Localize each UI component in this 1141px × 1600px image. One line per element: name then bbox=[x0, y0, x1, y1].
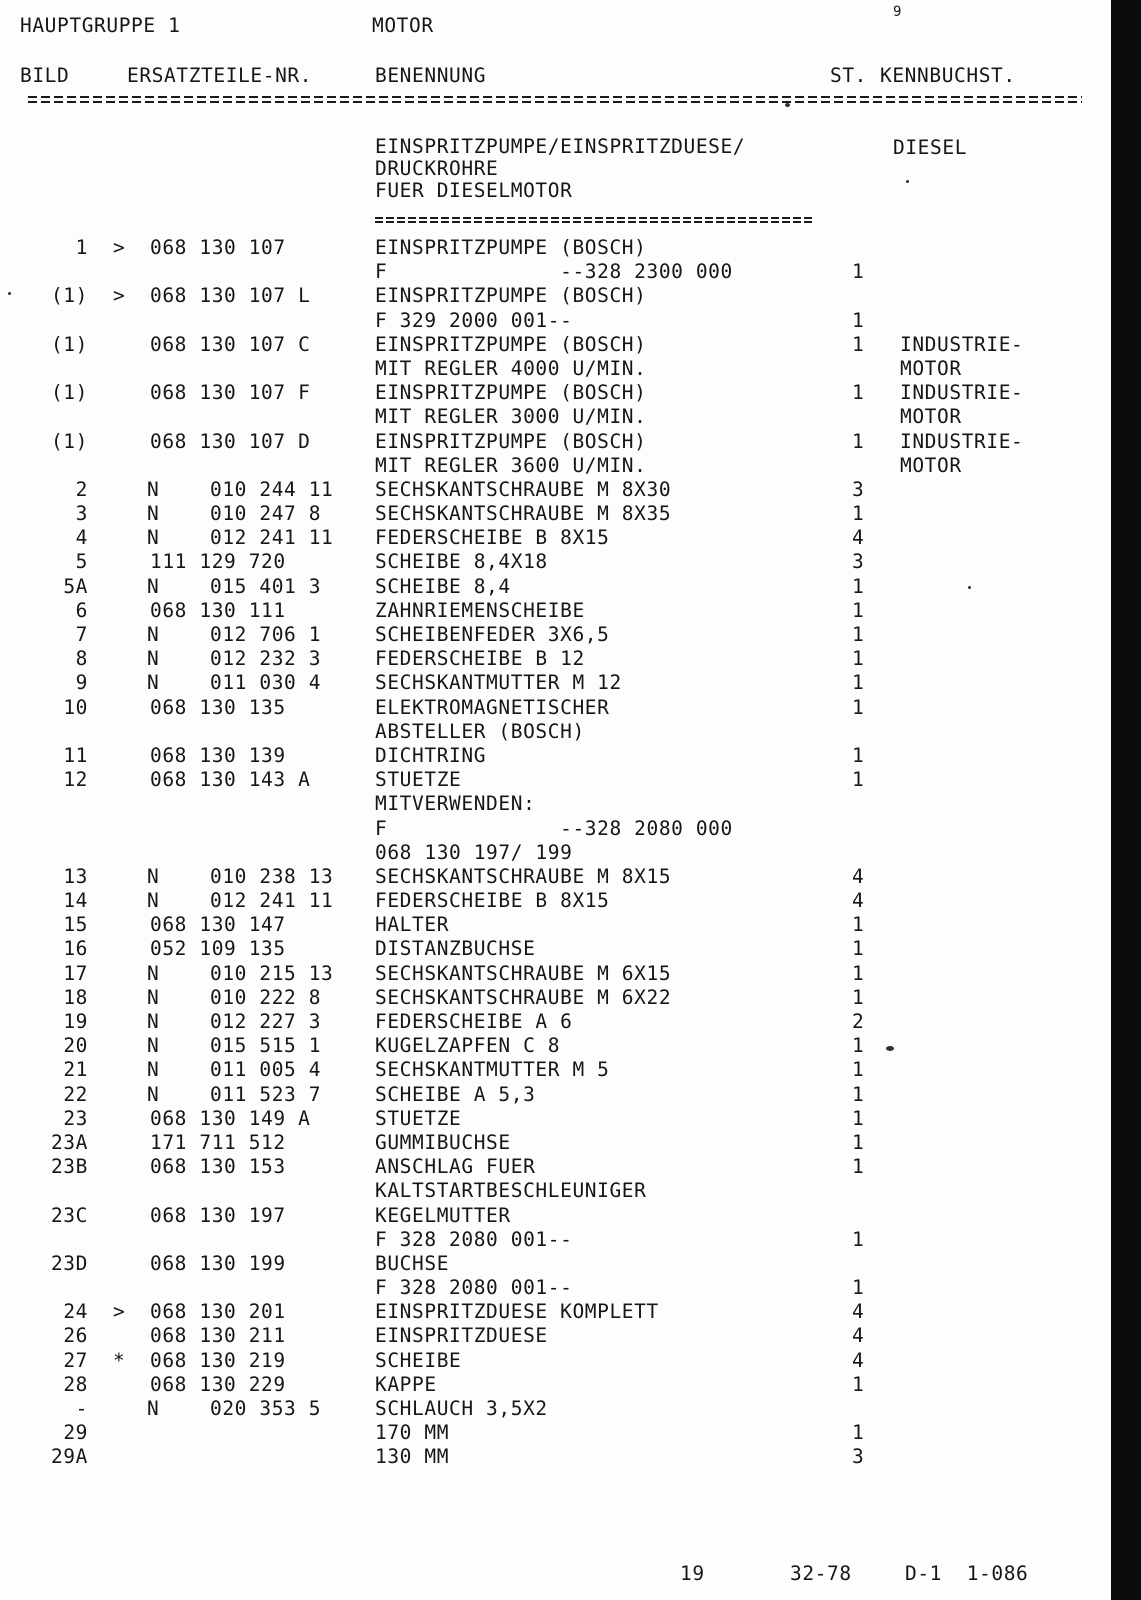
item-marker: N bbox=[147, 502, 160, 526]
quantity: 1 bbox=[852, 671, 865, 695]
part-number: 068 130 107 F bbox=[150, 381, 311, 405]
part-name: SECHSKANTSCHRAUBE M 8X30 bbox=[375, 477, 672, 501]
scan-speck bbox=[906, 180, 909, 183]
part-name: DISTANZBUCHSE bbox=[375, 937, 536, 961]
item-number: 7 bbox=[75, 623, 88, 646]
item-number: 13 bbox=[63, 864, 88, 888]
table-row bbox=[0, 1034, 1141, 1058]
part-number: 068 130 143 A bbox=[150, 768, 311, 792]
table-row bbox=[0, 1276, 1141, 1300]
main-group-label: HAUPTGRUPPE 1 bbox=[20, 14, 181, 37]
section-title-line-1: EINSPRITZPUMPE/EINSPRITZDUESE/ bbox=[375, 135, 746, 158]
code-letters: INDUSTRIE- bbox=[900, 332, 1024, 356]
part-number: 068 130 229 bbox=[150, 1372, 286, 1396]
item-marker: > bbox=[113, 284, 126, 308]
table-row bbox=[0, 1324, 1141, 1348]
part-name: SCHEIBE 8,4X18 bbox=[375, 550, 548, 574]
item-number: (1) bbox=[50, 332, 88, 356]
table-row bbox=[0, 1421, 1141, 1445]
item-marker: > bbox=[113, 1300, 126, 1324]
item-number: - bbox=[75, 1397, 88, 1420]
quantity: 2 bbox=[852, 1010, 865, 1033]
item-number: 21 bbox=[63, 1058, 88, 1082]
column-header-part-number: ERSATZTEILE-NR. bbox=[127, 64, 313, 87]
part-number: 011 523 7 bbox=[210, 1082, 322, 1106]
item-marker: N bbox=[147, 864, 160, 888]
quantity: 1 bbox=[852, 1106, 865, 1130]
table-row bbox=[0, 647, 1141, 671]
part-name: SCHEIBE A 5,3 bbox=[375, 1082, 536, 1106]
table-row bbox=[0, 1228, 1141, 1252]
part-number: 068 130 107 L bbox=[150, 284, 311, 308]
part-name: 170 MM bbox=[375, 1421, 450, 1445]
part-name: STUETZE bbox=[375, 1106, 462, 1130]
quantity: 3 bbox=[852, 550, 865, 574]
part-name: FEDERSCHEIBE B 8X15 bbox=[375, 526, 610, 550]
part-name: FEDERSCHEIBE B 12 bbox=[375, 647, 585, 671]
code-letters: INDUSTRIE- bbox=[900, 429, 1024, 453]
part-number: 068 130 211 bbox=[150, 1324, 286, 1348]
item-number: 24 bbox=[63, 1300, 88, 1324]
quantity: 1 bbox=[852, 768, 865, 792]
table-row bbox=[0, 817, 1141, 841]
part-name: ANSCHLAG FUER bbox=[375, 1155, 536, 1179]
item-number: 8 bbox=[75, 647, 88, 671]
table-row bbox=[0, 671, 1141, 695]
column-header-bild: BILD bbox=[20, 64, 70, 87]
part-number: 171 711 512 bbox=[150, 1130, 286, 1154]
item-marker: N bbox=[147, 623, 160, 646]
part-number: 068 130 107 bbox=[150, 236, 286, 259]
table-row bbox=[0, 1131, 1141, 1155]
quantity: 1 bbox=[852, 429, 865, 453]
part-name: KALTSTARTBESCHLEUNIGER bbox=[375, 1179, 647, 1203]
table-row bbox=[0, 333, 1141, 357]
part-name: F 328 2080 001-- bbox=[375, 1227, 573, 1251]
part-number: 011 030 4 bbox=[210, 671, 322, 695]
part-number: 068 130 153 bbox=[150, 1155, 286, 1179]
item-number: 27 bbox=[63, 1348, 88, 1372]
item-number: 22 bbox=[63, 1082, 88, 1106]
item-number: 29A bbox=[50, 1445, 88, 1469]
part-number: 010 238 13 bbox=[210, 864, 334, 888]
part-name: SECHSKANTSCHRAUBE M 8X35 bbox=[375, 502, 672, 526]
item-number: 5 bbox=[75, 550, 88, 574]
quantity: 1 bbox=[852, 913, 865, 937]
table-row bbox=[0, 550, 1141, 574]
part-name: ABSTELLER (BOSCH) bbox=[375, 719, 585, 743]
item-number: 4 bbox=[75, 526, 88, 550]
item-marker: N bbox=[147, 1397, 160, 1420]
item-marker: N bbox=[147, 477, 160, 501]
quantity: 1 bbox=[852, 1372, 865, 1396]
item-marker: * bbox=[113, 1348, 126, 1372]
table-row bbox=[0, 1179, 1141, 1203]
column-header-code: KENNBUCHST. bbox=[880, 64, 1016, 87]
handwritten-mark: 9 bbox=[893, 4, 903, 20]
footer-page-number: 19 bbox=[680, 1562, 705, 1585]
table-row bbox=[0, 841, 1141, 865]
table-row bbox=[0, 236, 1141, 260]
table-row bbox=[0, 744, 1141, 768]
scan-speck bbox=[8, 292, 11, 295]
part-number: 010 247 8 bbox=[210, 502, 322, 526]
quantity: 1 bbox=[852, 1082, 865, 1106]
table-row bbox=[0, 1155, 1141, 1179]
item-marker: N bbox=[147, 985, 160, 1009]
part-number: 010 222 8 bbox=[210, 985, 322, 1009]
item-number: (1) bbox=[50, 284, 88, 308]
table-row bbox=[0, 1300, 1141, 1324]
part-name: MIT REGLER 3000 U/MIN. bbox=[375, 405, 647, 429]
quantity: 1 bbox=[852, 961, 865, 985]
quantity: 4 bbox=[852, 889, 865, 913]
code-letters: MOTOR bbox=[900, 405, 962, 429]
part-name: EINSPRITZDUESE bbox=[375, 1324, 548, 1348]
part-number: 010 215 13 bbox=[210, 961, 334, 985]
quantity: 1 bbox=[852, 1227, 865, 1251]
part-number: 015 401 3 bbox=[210, 574, 322, 598]
part-number: 012 227 3 bbox=[210, 1010, 322, 1033]
part-name: F --328 2080 000 bbox=[375, 816, 733, 840]
part-number: 111 129 720 bbox=[150, 550, 286, 574]
quantity: 4 bbox=[852, 1300, 865, 1324]
part-name: HALTER bbox=[375, 913, 450, 937]
table-row bbox=[0, 937, 1141, 961]
item-number: (1) bbox=[50, 381, 88, 405]
quantity: 1 bbox=[852, 1155, 865, 1179]
item-number: (1) bbox=[50, 429, 88, 453]
scan-speck bbox=[785, 103, 790, 107]
part-number: 068 130 149 A bbox=[150, 1106, 311, 1130]
part-name: EINSPRITZPUMPE (BOSCH) bbox=[375, 332, 647, 356]
item-number: 14 bbox=[63, 889, 88, 913]
scan-speck bbox=[886, 1046, 894, 1051]
part-number: 068 130 201 bbox=[150, 1300, 286, 1324]
part-name: GUMMIBUCHSE bbox=[375, 1130, 511, 1154]
item-marker: N bbox=[147, 671, 160, 695]
part-number: 052 109 135 bbox=[150, 937, 286, 961]
quantity: 1 bbox=[852, 1421, 865, 1445]
section-title-line-2: DRUCKROHRE bbox=[375, 157, 499, 180]
part-number: 011 005 4 bbox=[210, 1058, 322, 1082]
item-marker: N bbox=[147, 647, 160, 671]
part-name: ZAHNRIEMENSCHEIBE bbox=[375, 598, 585, 622]
header-double-rule bbox=[28, 95, 1082, 104]
part-name: FEDERSCHEIBE B 8X15 bbox=[375, 889, 610, 913]
part-name: DICHTRING bbox=[375, 743, 487, 767]
table-row bbox=[0, 430, 1141, 454]
part-name: EINSPRITZPUMPE (BOSCH) bbox=[375, 236, 647, 259]
part-number: 068 130 147 bbox=[150, 913, 286, 937]
table-row bbox=[0, 454, 1141, 478]
item-number: 11 bbox=[63, 743, 88, 767]
item-number: 23D bbox=[50, 1251, 88, 1275]
quantity: 4 bbox=[852, 864, 865, 888]
table-row bbox=[0, 792, 1141, 816]
part-name: EINSPRITZPUMPE (BOSCH) bbox=[375, 429, 647, 453]
part-name: EINSPRITZPUMPE (BOSCH) bbox=[375, 284, 647, 308]
table-row bbox=[0, 357, 1141, 381]
item-marker: N bbox=[147, 1010, 160, 1033]
part-name: SECHSKANTSCHRAUBE M 8X15 bbox=[375, 864, 672, 888]
part-name: SCHEIBENFEDER 3X6,5 bbox=[375, 623, 610, 646]
part-name: KAPPE bbox=[375, 1372, 437, 1396]
quantity: 1 bbox=[852, 1276, 865, 1300]
quantity: 1 bbox=[852, 598, 865, 622]
part-number: 012 241 11 bbox=[210, 889, 334, 913]
item-number: 23C bbox=[50, 1203, 88, 1227]
part-number: 020 353 5 bbox=[210, 1397, 322, 1420]
part-number: 012 241 11 bbox=[210, 526, 334, 550]
quantity: 3 bbox=[852, 1445, 865, 1469]
table-row bbox=[0, 1373, 1141, 1397]
code-letters: MOTOR bbox=[900, 453, 962, 477]
item-number: 1 bbox=[75, 236, 88, 259]
part-number: 068 130 139 bbox=[150, 743, 286, 767]
part-name: STUETZE bbox=[375, 768, 462, 792]
table-row bbox=[0, 962, 1141, 986]
scan-speck bbox=[968, 586, 971, 589]
quantity: 1 bbox=[852, 1130, 865, 1154]
section-code: DIESEL bbox=[893, 136, 968, 159]
item-number: 5A bbox=[63, 574, 88, 598]
item-number: 26 bbox=[63, 1324, 88, 1348]
table-row bbox=[0, 889, 1141, 913]
item-number: 18 bbox=[63, 985, 88, 1009]
part-name: SECHSKANTMUTTER M 5 bbox=[375, 1058, 610, 1082]
part-name: SECHSKANTMUTTER M 12 bbox=[375, 671, 622, 695]
item-number: 10 bbox=[63, 695, 88, 719]
quantity: 1 bbox=[852, 1058, 865, 1082]
quantity: 1 bbox=[852, 332, 865, 356]
part-name: EINSPRITZDUESE KOMPLETT bbox=[375, 1300, 659, 1324]
item-number: 20 bbox=[63, 1034, 88, 1058]
quantity: 1 bbox=[852, 1034, 865, 1058]
column-header-name: BENENNUNG bbox=[375, 64, 487, 87]
item-marker: N bbox=[147, 574, 160, 598]
part-name: SCHEIBE bbox=[375, 1348, 462, 1372]
table-row bbox=[0, 1010, 1141, 1034]
part-number: 012 232 3 bbox=[210, 647, 322, 671]
code-letters: INDUSTRIE- bbox=[900, 381, 1024, 405]
part-number: 068 130 107 D bbox=[150, 429, 311, 453]
quantity: 1 bbox=[852, 647, 865, 671]
quantity: 4 bbox=[852, 1324, 865, 1348]
table-row bbox=[0, 502, 1141, 526]
item-number: 23 bbox=[63, 1106, 88, 1130]
part-number: 015 515 1 bbox=[210, 1034, 322, 1058]
part-name: 068 130 197/ 199 bbox=[375, 840, 573, 864]
quantity: 4 bbox=[852, 526, 865, 550]
part-name: SCHLAUCH 3,5X2 bbox=[375, 1397, 548, 1420]
part-number: 010 244 11 bbox=[210, 477, 334, 501]
part-name: SECHSKANTSCHRAUBE M 6X22 bbox=[375, 985, 672, 1009]
table-row bbox=[0, 1349, 1141, 1373]
section-double-rule bbox=[375, 217, 815, 223]
part-name: SECHSKANTSCHRAUBE M 6X15 bbox=[375, 961, 672, 985]
quantity: 1 bbox=[852, 695, 865, 719]
part-number: 012 706 1 bbox=[210, 623, 322, 646]
table-row bbox=[0, 623, 1141, 647]
parts-table bbox=[0, 236, 1141, 1470]
quantity: 1 bbox=[852, 623, 865, 646]
table-row bbox=[0, 1083, 1141, 1107]
item-marker: N bbox=[147, 1034, 160, 1058]
quantity: 1 bbox=[852, 502, 865, 526]
item-number: 19 bbox=[63, 1010, 88, 1033]
item-number: 12 bbox=[63, 768, 88, 792]
item-marker: N bbox=[147, 1082, 160, 1106]
quantity: 1 bbox=[852, 260, 865, 284]
table-row bbox=[0, 913, 1141, 937]
item-marker: N bbox=[147, 889, 160, 913]
part-name: MIT REGLER 3600 U/MIN. bbox=[375, 453, 647, 477]
item-number: 15 bbox=[63, 913, 88, 937]
table-row bbox=[0, 526, 1141, 550]
quantity: 4 bbox=[852, 1348, 865, 1372]
table-row bbox=[0, 309, 1141, 333]
item-marker: > bbox=[113, 236, 126, 259]
table-row bbox=[0, 1445, 1141, 1469]
part-name: KUGELZAPFEN C 8 bbox=[375, 1034, 561, 1058]
item-number: 28 bbox=[63, 1372, 88, 1396]
table-row bbox=[0, 1397, 1141, 1421]
table-row bbox=[0, 599, 1141, 623]
part-name: MITVERWENDEN: bbox=[375, 792, 536, 816]
part-number: 068 130 197 bbox=[150, 1203, 286, 1227]
item-number: 3 bbox=[75, 502, 88, 526]
part-name: SCHEIBE 8,4 bbox=[375, 574, 511, 598]
footer-reference: D-1 1-086 bbox=[905, 1562, 1029, 1585]
item-number: 16 bbox=[63, 937, 88, 961]
table-row bbox=[0, 405, 1141, 429]
item-marker: N bbox=[147, 1058, 160, 1082]
item-number: 23B bbox=[50, 1155, 88, 1179]
part-number: 068 130 135 bbox=[150, 695, 286, 719]
part-name: F --328 2300 000 bbox=[375, 260, 733, 284]
quantity: 1 bbox=[852, 308, 865, 332]
item-number: 29 bbox=[63, 1421, 88, 1445]
part-number: 068 130 219 bbox=[150, 1348, 286, 1372]
quantity: 1 bbox=[852, 985, 865, 1009]
column-header-quantity: ST. bbox=[830, 64, 868, 87]
table-row bbox=[0, 478, 1141, 502]
part-name: KEGELMUTTER bbox=[375, 1203, 511, 1227]
part-name: 130 MM bbox=[375, 1445, 450, 1469]
table-row bbox=[0, 865, 1141, 889]
quantity: 3 bbox=[852, 477, 865, 501]
item-number: 6 bbox=[75, 598, 88, 622]
main-group-title: MOTOR bbox=[372, 14, 434, 37]
table-row bbox=[0, 720, 1141, 744]
part-number: 068 130 199 bbox=[150, 1251, 286, 1275]
quantity: 1 bbox=[852, 937, 865, 961]
item-number: 17 bbox=[63, 961, 88, 985]
part-name: BUCHSE bbox=[375, 1251, 450, 1275]
item-number: 23A bbox=[50, 1130, 88, 1154]
table-row bbox=[0, 1058, 1141, 1082]
section-title-line-3: FUER DIESELMOTOR bbox=[375, 179, 573, 202]
table-row bbox=[0, 768, 1141, 792]
part-name: ELEKTROMAGNETISCHER bbox=[375, 695, 610, 719]
table-row bbox=[0, 1252, 1141, 1276]
part-name: F 329 2000 001-- bbox=[375, 308, 573, 332]
quantity: 1 bbox=[852, 574, 865, 598]
table-row bbox=[0, 1204, 1141, 1228]
item-marker: N bbox=[147, 961, 160, 985]
part-name: EINSPRITZPUMPE (BOSCH) bbox=[375, 381, 647, 405]
code-letters: MOTOR bbox=[900, 356, 962, 380]
part-name: F 328 2080 001-- bbox=[375, 1276, 573, 1300]
part-name: FEDERSCHEIBE A 6 bbox=[375, 1010, 573, 1033]
quantity: 1 bbox=[852, 381, 865, 405]
footer-date: 32-78 bbox=[790, 1562, 852, 1585]
item-number: 9 bbox=[75, 671, 88, 695]
quantity: 1 bbox=[852, 743, 865, 767]
table-row bbox=[0, 696, 1141, 720]
table-row bbox=[0, 260, 1141, 284]
part-number: 068 130 107 C bbox=[150, 332, 311, 356]
table-row bbox=[0, 1107, 1141, 1131]
table-row bbox=[0, 986, 1141, 1010]
table-row bbox=[0, 381, 1141, 405]
item-number: 2 bbox=[75, 477, 88, 501]
part-number: 068 130 111 bbox=[150, 598, 286, 622]
item-marker: N bbox=[147, 526, 160, 550]
table-row bbox=[0, 284, 1141, 308]
part-name: MIT REGLER 4000 U/MIN. bbox=[375, 356, 647, 380]
